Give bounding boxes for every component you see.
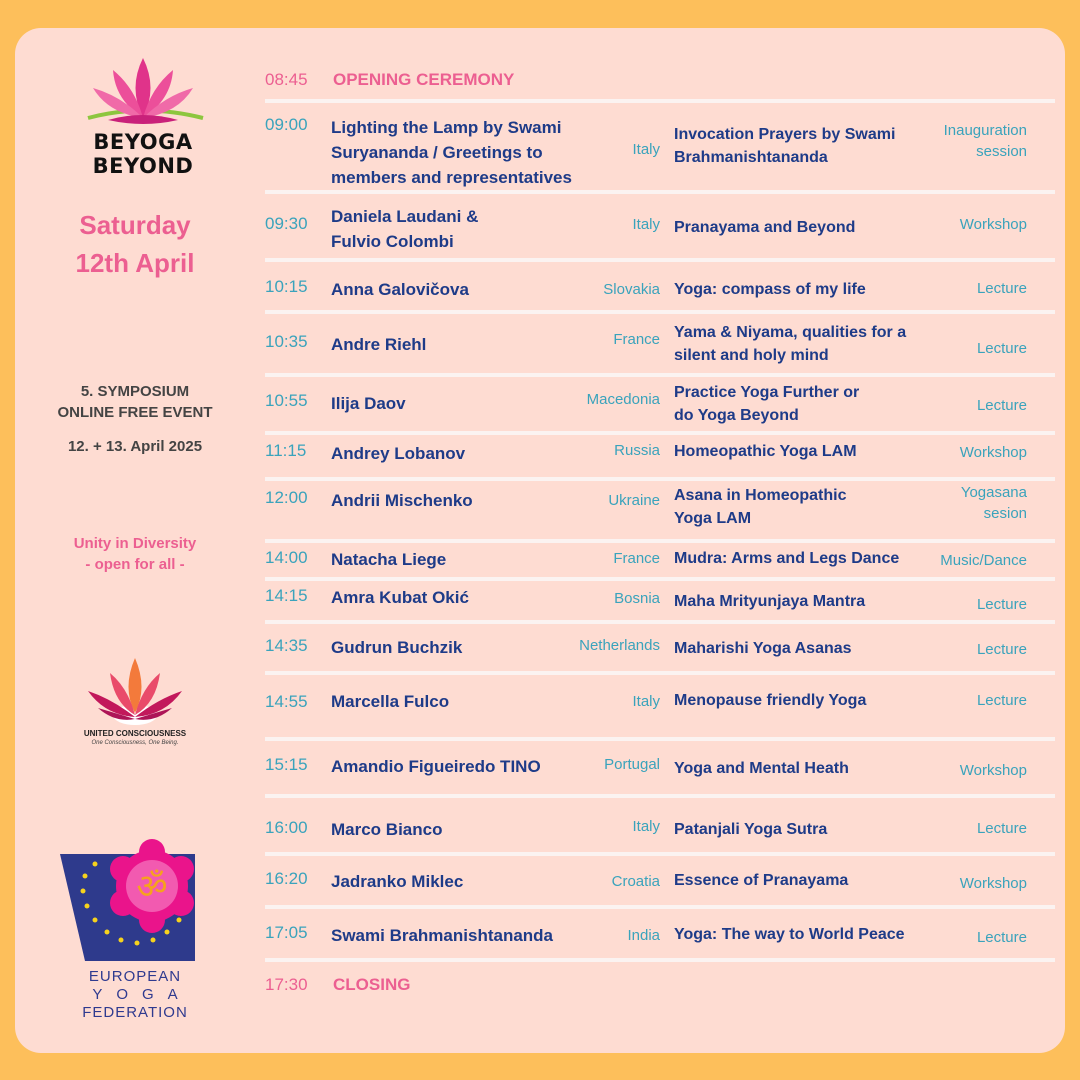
session-title: Asana in Homeopathic Yoga LAM xyxy=(674,487,847,527)
session-country: Croatia xyxy=(611,873,660,890)
divider xyxy=(265,99,1055,103)
closing-time: 17:30 xyxy=(265,975,308,994)
divider xyxy=(265,737,1055,741)
session-speaker: Natacha Liege xyxy=(331,550,447,569)
event-date xyxy=(15,206,255,282)
uc-subtitle: One Consciousness, One Being. xyxy=(91,740,179,746)
session-country: Macedonia xyxy=(586,391,660,408)
session-type: Lecture xyxy=(976,596,1027,613)
divider xyxy=(265,190,1055,194)
session-speaker: Gudrun Buchzik xyxy=(331,638,463,657)
schedule xyxy=(265,0,1055,1080)
session-speaker: Anna Galovičova xyxy=(331,280,469,299)
session-type: Lecture xyxy=(976,340,1027,357)
divider xyxy=(265,310,1055,314)
svg-text:ॐ: ॐ xyxy=(136,867,168,907)
divider xyxy=(265,577,1055,581)
session-speaker: Andrey Lobanov xyxy=(331,444,466,463)
session-time: 11:15 xyxy=(265,441,307,460)
session-type: Workshop xyxy=(959,762,1027,779)
beyoga-beyond-logo xyxy=(43,48,243,178)
session-time: 14:00 xyxy=(265,548,308,567)
eyf-line3: FEDERATION xyxy=(82,1004,188,1021)
session-speaker: Jadranko Miklec xyxy=(331,872,464,891)
motto xyxy=(15,533,255,575)
session-type: Workshop xyxy=(959,875,1027,892)
session-title: Yoga: The way to World Peace xyxy=(674,926,905,943)
opening-time: 08:45 xyxy=(265,70,308,89)
session-speaker: Amandio Figueiredo TINO xyxy=(331,757,541,776)
united-consciousness-logo xyxy=(70,653,200,753)
session-country: Russia xyxy=(614,442,660,459)
session-type: Lecture xyxy=(976,692,1027,709)
session-time: 10:55 xyxy=(265,391,308,410)
session-title: Yama & Niyama, qualities for a silent and holy mind xyxy=(674,324,907,364)
session-time: 10:35 xyxy=(265,332,308,351)
divider xyxy=(265,539,1055,543)
session-speaker: Lighting the Lamp by Swami Suryananda / Greetings to members and representatives xyxy=(331,118,572,187)
session-time: 16:00 xyxy=(265,818,308,837)
eyf-line2: YOGA xyxy=(92,986,192,1003)
session-time: 16:20 xyxy=(265,869,308,888)
session-title: Maha Mrityunjaya Mantra xyxy=(674,593,866,610)
session-title: Mudra: Arms and Legs Dance xyxy=(674,550,900,567)
session-title: Invocation Prayers by Swami Brahmanishtananda xyxy=(674,126,896,166)
session-country: Slovakia xyxy=(603,281,660,298)
session-title: Homeopathic Yoga LAM xyxy=(674,443,857,460)
eyf-line1: EUROPEAN xyxy=(88,968,182,985)
session-title: Maharishi Yoga Asanas xyxy=(674,640,852,657)
european-yoga-federation-logo xyxy=(55,836,215,976)
uc-title: UNITED CONSCIOUSNESS xyxy=(83,729,187,738)
session-title: Yoga and Mental Heath xyxy=(674,760,849,777)
session-title: Patanjali Yoga Sutra xyxy=(674,821,828,838)
session-type: Lecture xyxy=(976,280,1027,297)
session-time: 14:15 xyxy=(265,586,308,605)
logo-text: BEYOGA BEYOND xyxy=(92,130,194,178)
session-time: 14:35 xyxy=(265,636,308,655)
session-title: Practice Yoga Further or do Yoga Beyond xyxy=(674,384,860,424)
session-speaker: Andrii Mischenko xyxy=(331,491,473,510)
divider xyxy=(265,477,1055,481)
session-type: Inauguration session xyxy=(943,122,1027,160)
session-speaker: Daniela Laudani & Fulvio Colombi xyxy=(331,207,479,251)
eyf-name xyxy=(15,968,255,1022)
session-country: India xyxy=(627,927,660,944)
symposium-title: 5. SYMPOSIUM xyxy=(80,383,190,400)
session-type: Yogasana sesion xyxy=(960,484,1027,522)
lotus-icon xyxy=(43,48,243,138)
session-country: Bosnia xyxy=(614,590,660,607)
session-speaker: Marco Bianco xyxy=(331,820,443,839)
session-country: Italy xyxy=(632,216,660,233)
lotus-flame-icon xyxy=(70,653,200,733)
session-title: Essence of Pranayama xyxy=(674,872,849,889)
divider xyxy=(265,431,1055,435)
session-type: Lecture xyxy=(976,641,1027,658)
session-time: 10:15 xyxy=(265,277,308,296)
session-time: 14:55 xyxy=(265,692,308,711)
session-type: Lecture xyxy=(976,397,1027,414)
session-time: 17:05 xyxy=(265,923,308,942)
sidebar xyxy=(15,28,255,1053)
divider xyxy=(265,620,1055,624)
session-speaker: Ilija Daov xyxy=(331,394,406,413)
session-speaker: Marcella Fulco xyxy=(331,692,450,711)
symposium-dates: 12. + 13. April 2025 xyxy=(67,438,203,455)
motto-line1: Unity in Diversity xyxy=(73,535,197,552)
date-day: Saturday xyxy=(79,210,191,240)
divider xyxy=(265,671,1055,675)
session-type: Workshop xyxy=(959,216,1027,233)
date-month: 12th April xyxy=(75,248,195,278)
symposium-info xyxy=(15,381,255,423)
motto-line2: - open for all - xyxy=(85,556,185,573)
session-time: 12:00 xyxy=(265,488,308,507)
session-country: Ukraine xyxy=(608,492,660,509)
session-title: Yoga: compass of my life xyxy=(674,281,866,298)
session-country: France xyxy=(613,331,660,348)
session-type: Lecture xyxy=(976,929,1027,946)
session-country: France xyxy=(613,550,660,567)
session-country: Netherlands xyxy=(579,637,660,654)
session-type: Music/Dance xyxy=(940,552,1027,569)
session-time: 09:30 xyxy=(265,214,308,233)
divider xyxy=(265,958,1055,962)
divider xyxy=(265,852,1055,856)
session-title: Menopause friendly Yoga xyxy=(674,692,867,709)
session-title: Pranayama and Beyond xyxy=(674,219,856,236)
divider xyxy=(265,258,1055,262)
session-country: Italy xyxy=(632,141,660,158)
session-country: Italy xyxy=(632,818,660,835)
session-speaker: Andre Riehl xyxy=(331,335,427,354)
divider xyxy=(265,794,1055,798)
symposium-subtitle: ONLINE FREE EVENT xyxy=(57,404,213,421)
session-time: 15:15 xyxy=(265,755,308,774)
session-type: Workshop xyxy=(959,444,1027,461)
session-country: Italy xyxy=(632,693,660,710)
session-type: Lecture xyxy=(976,820,1027,837)
closing-label: CLOSING xyxy=(333,975,411,994)
divider xyxy=(265,373,1055,377)
opening-label: OPENING CEREMONY xyxy=(333,70,515,89)
session-time: 09:00 xyxy=(265,115,308,134)
session-country: Portugal xyxy=(604,756,660,773)
om-lotus-icon xyxy=(55,836,215,966)
session-speaker: Amra Kubat Okić xyxy=(331,588,469,607)
divider xyxy=(265,905,1055,909)
session-speaker: Swami Brahmanishtananda xyxy=(331,926,554,945)
